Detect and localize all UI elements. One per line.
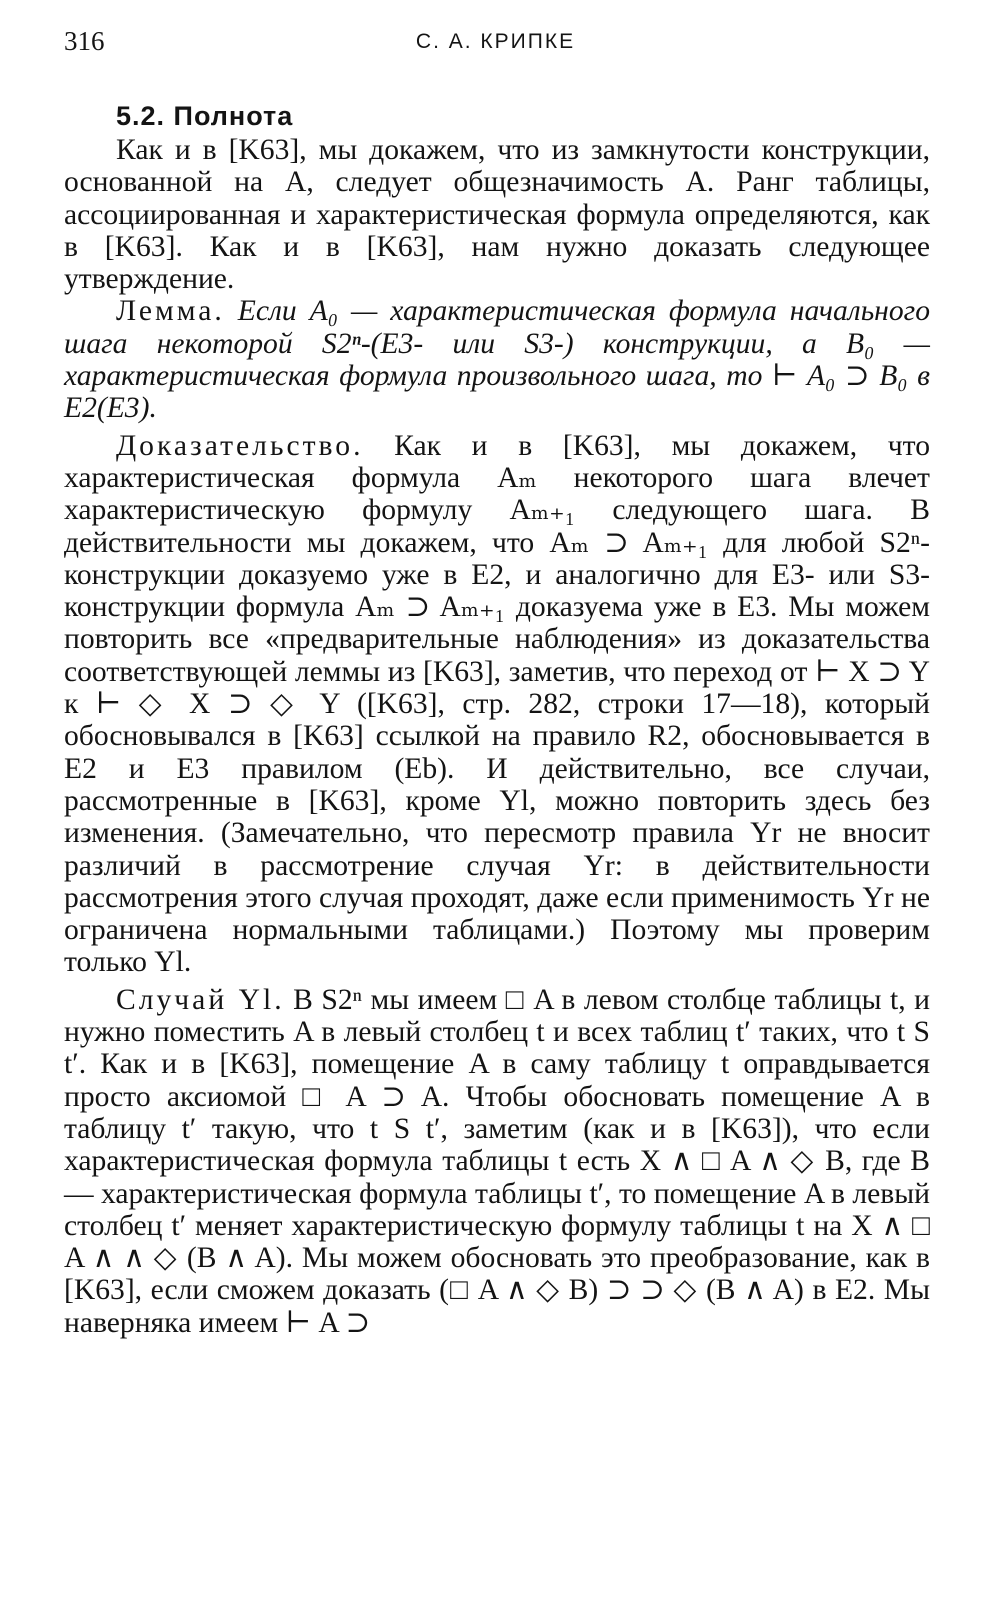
case-label: Случай Yl. (116, 983, 285, 1016)
page-body (64, 98, 930, 1339)
section-title: 5.2. Полнота (116, 101, 294, 131)
page-header (64, 26, 927, 56)
case-text: В S2ⁿ мы имеем □ A в левом столбце таблицы t, и нужно поместить A в левый столбец t и всех таблиц t′ таких, что t S t′. Как и в [K63], помещение A в саму таблицу t оправдывается просто аксиомой □ A ⊃ A. Чтобы обосновать помещение A в таблицу t′ такую, что t S t′, заметим (как и в [K63]), что если характеристическая формула таблицы t есть X ∧ □ A ∧ ◇ B, где B — характеристическая формула таблицы t′, то помещение A в левый столбец t′ меняет характеристическую формулу таблицы t на X ∧ □ A ∧ ∧ ◇ (B ∧ A). Мы можем обосновать это преобразование, как в [K63], если сможем доказать (□ A ∧ ◇ B) ⊃ ⊃ ◇ (B ∧ A) в E2. Мы наверняка имеем ⊢ A ⊃ (64, 983, 930, 1339)
case-paragraph (64, 984, 930, 1339)
proof-text: Как и в [K63], мы докажем, что характеристическая формула Aₘ некоторого шага влечет характеристическую формулу Aₘ₊₁ следующего шага. В действительности мы докажем, что Aₘ ⊃ Aₘ₊₁ для любой S2ⁿ-конструкции доказуемо уже в E2, и аналогично для E3- или S3-конструкции формула Aₘ ⊃ Aₘ₊₁ доказуема уже в E3. Мы можем повторить все «предварительные наблюдения» из доказательства соответствующей леммы из [K63], заметив, что переход от ⊢ X ⊃ Y к ⊢ ◇ X ⊃ ◇ Y ([K63], стр. 282, строки 17—18), который обосновывался в [K63] ссылкой на правило R2, обосновывается в E2 и E3 правилом (Eb). И действительно, все случаи, рассмотренные в [K63], кроме Yl, можно повторить здесь без изменения. (Замечательно, что пересмотр правила Yr не вносит различий в рассмотрение случая Yr: в действительности рассмотрения этого случая проходят, даже если применимость Yr не ограничена нормальными таблицами.) Поэтому мы проверим только Yl. (64, 429, 930, 979)
intro-paragraph: Как и в [K63], мы докажем, что из замкнутости конструкции, основанной на A, следует общезначимость A. Ранг таблицы, ассоциированная и характеристическая формула определяются, как в [K63]. Как и в [K63], нам нужно доказать следующее утверждение. (64, 134, 930, 296)
lemma-paragraph (64, 295, 930, 424)
proof-label: Доказательство. (116, 429, 364, 462)
running-title: С. А. КРИПКЕ (415, 30, 576, 53)
lemma-label: Лемма. (116, 295, 225, 328)
page-number: 316 (64, 26, 105, 56)
lemma-statement: Если A₀ — характеристическая формула начального шага некоторой S2ⁿ-(E3- или S3-) конструкции, а B₀ — характеристическая формула произвольного шага, то ⊢ A₀ ⊃ B₀ в E2(E3). (64, 295, 930, 425)
proof-paragraph (64, 430, 930, 979)
